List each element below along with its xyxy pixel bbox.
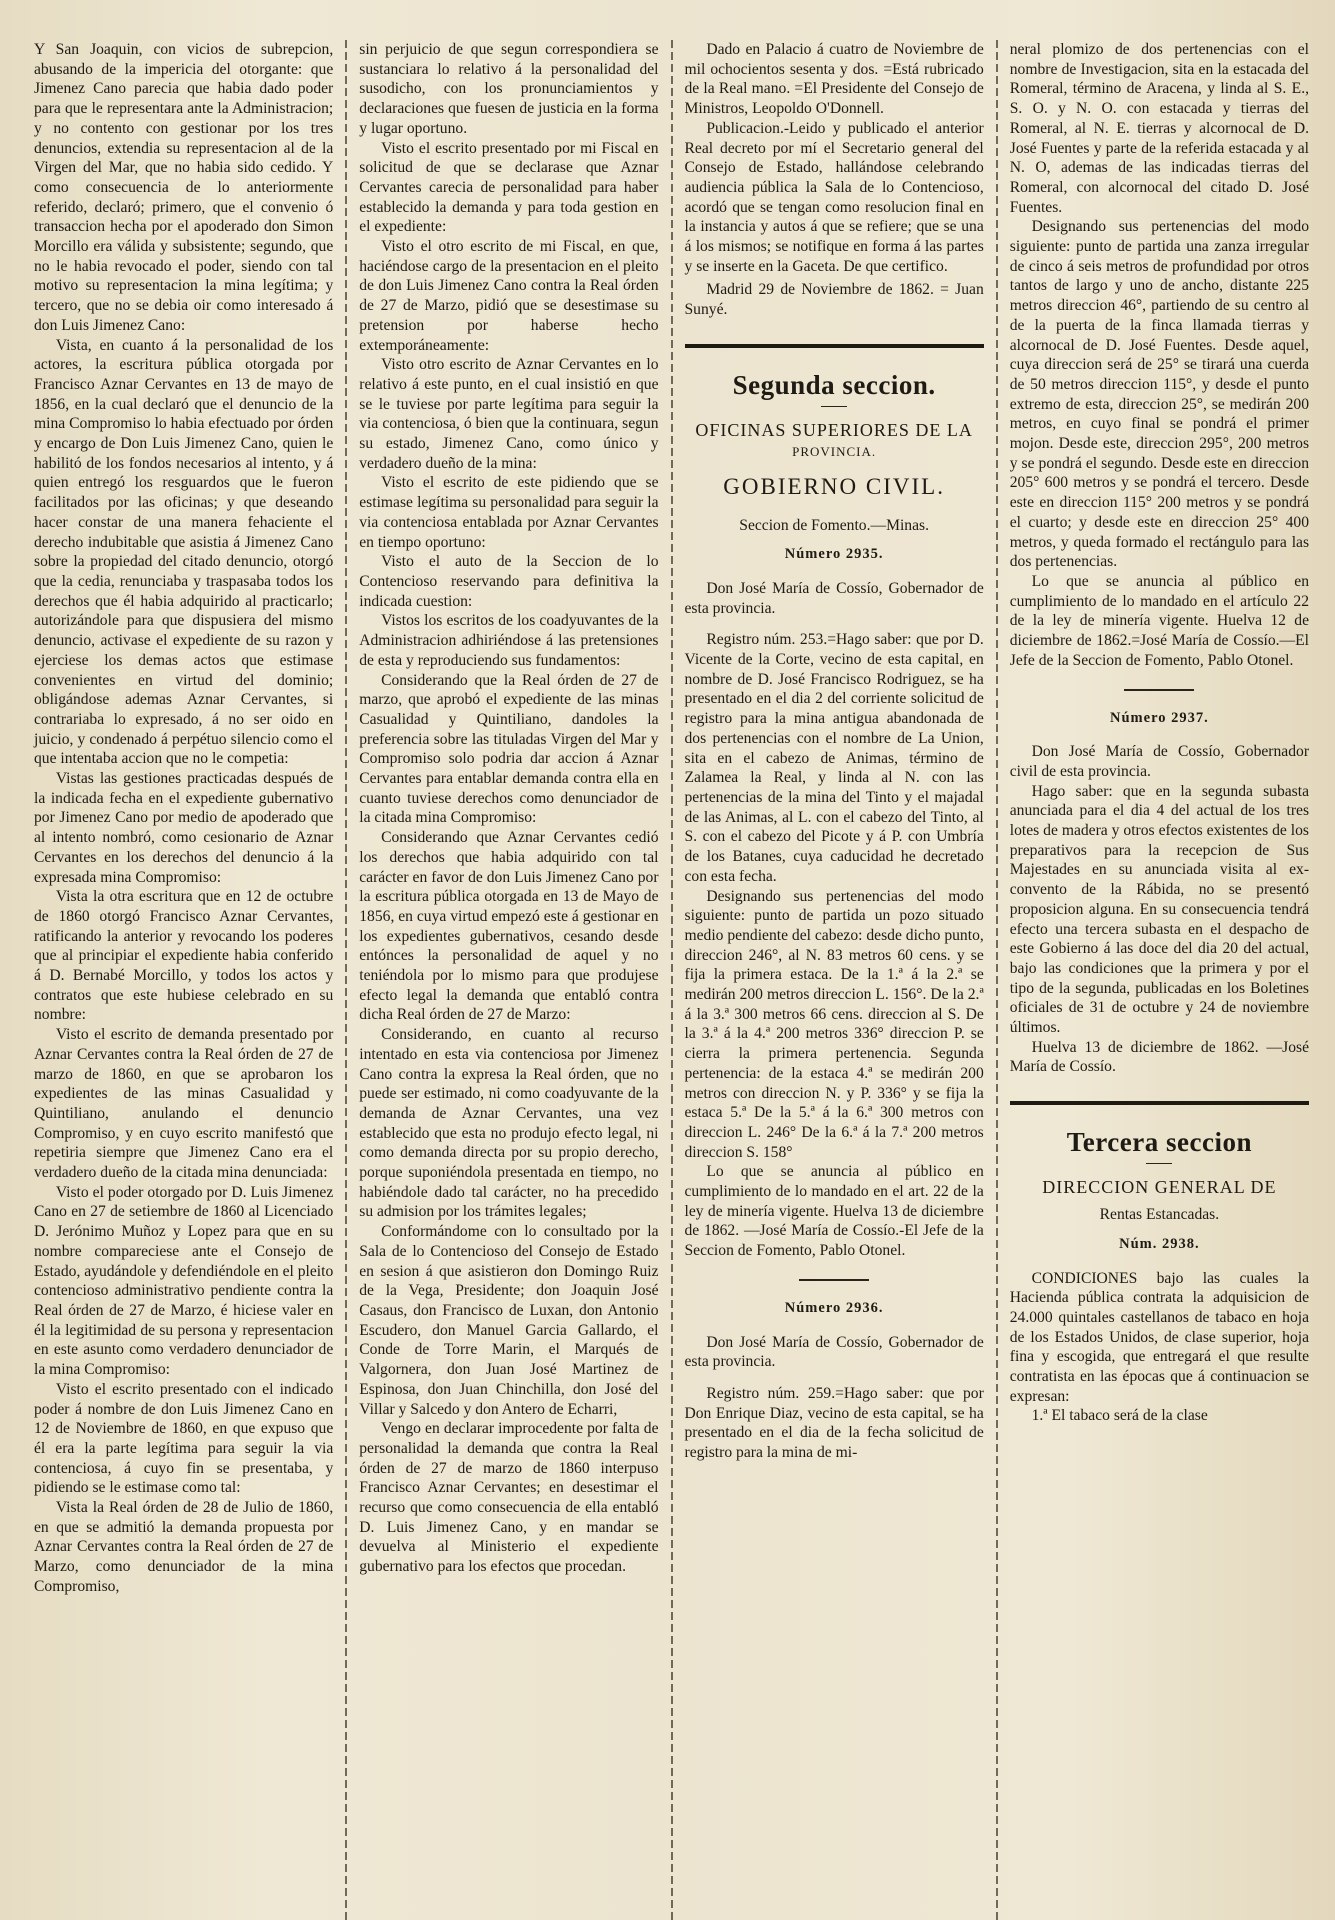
column-divider <box>671 40 673 1920</box>
paragraph: Visto el otro escrito de mi Fiscal, en que, haciéndose cargo de la presentacion en el pleito de don Luis Jimenez Cano contra la Real órden de 27 de Marzo, pidió que se desestimase su pretension por haberse hecho extemporáneamente: <box>359 238 659 354</box>
notice-number: Número 2936. <box>784 1299 884 1316</box>
office-subheading: PROVINCIA. <box>792 443 877 459</box>
paragraph: Vistas las gestiones practicadas después de la indicada fecha en el expediente gubernativo por Jimenez Cano por medio de apoderado que al intento nombró, como cesionario de Aznar Cervantes en los derechos del denuncio á la expresada mina Compromiso: <box>34 770 334 886</box>
publication-note: Publicacion.-Leido y publicado el anterior Real decreto por mí el Secretario general del Consejo de Estado, hallándose celebrando audiencia pública la Sala de lo Contencioso, acordó que se tengan como resolucion final en la instancia y autos á que se refiere; que se una á los mismos; se notifique en forma á las partes y se inserte en la Gaceta. De que certifico. <box>684 119 984 275</box>
notice-number: Núm. 2938. <box>1119 1235 1200 1252</box>
column-4 <box>1002 40 1317 1920</box>
column-divider <box>345 40 347 1920</box>
paragraph: Lo que se anuncia al público en cumplimiento de lo mandado en el art. 22 de la ley de minería vigente. Huelva 13 de diciembre de 1862. —José María de Cossío.-El Jefe de la Seccion de Fomento, Pablo Otonel. <box>684 1163 984 1260</box>
paragraph: Visto el poder otorgado por D. Luis Jimenez Cano en 27 de setiembre de 1860 al Licenciado D. Jerónimo Muñoz y Lopez para que en su nombre compareciese ante el Consejo de Estado, ayudándole y defendiéndole en el pleito contencioso administrativo pendiente contra la Real órden de 27 de Marzo, é hiciese valer en él la legitimidad de su persona y representacion en este asunto como verdadero denunciador de la mina Compromiso: <box>34 1183 334 1379</box>
paragraph: Registro núm. 253.=Hago saber: que por D. Vicente de la Corte, vecino de esta capital, en nombre de D. José Francisco Rodriguez, se ha presentado en el dia 2 del corriente solicitud de registro para la mina antigua abandonada de dos pertenencias con el nombre de La Union, sita en el cabezo de Animas, término de Zalamea la Real, y linda al N. con las pertenencias de la mina del Tinto y el majadal de las Animas, al L. con el cabezo del Tinto, al S. con el cabezo del Picote y á P. con Umbría de los Batanes, cuya caducidad he decretado con esta fecha. <box>684 631 984 885</box>
paragraph: Vista la Real órden de 28 de Julio de 1860, en que se admitió la demanda propuesta por Aznar Cervantes contra la Real órden de 27 de Marzo, como denunciador de la mina Compromiso, <box>34 1499 334 1595</box>
column-divider <box>996 40 998 1920</box>
title-dash <box>1146 1163 1172 1164</box>
paragraph: Considerando, en cuanto al recurso intentado en esta via contenciosa por Jimenez Cano contra la expresa la Real órden, que no puede ser estimado, ni como coadyuvante de la demanda de Aznar Cervantes, una vez establecido que esta no produjo efecto legal, ni como demanda directa por su propio derecho, porque suponiéndola presentada en tiempo, no habiéndole dado tal carácter, no ha precedido su admision por los trámites legales; <box>359 1026 659 1221</box>
notice-divider <box>1124 689 1194 691</box>
paragraph: 1.ª El tabaco será de la clase <box>1031 1407 1208 1425</box>
governor-line: Don José María de Cossío, Gobernador civil de esta provincia. <box>1009 743 1310 780</box>
paragraph: Visto el escrito presentado por mi Fiscal en solicitud de que se declarase que Aznar Cervantes carecia de personalidad para haber establecido la demanda y para toda gestion en el expediente: <box>359 139 659 236</box>
paragraph: Visto el escrito presentado con el indicado poder á nombre de don Luis Jimenez Cano en 12 de Noviembre de 1860, en que expuso que él era la parte legítima para seguir la via contenciosa, á cuyo fin se presentaba, y pidiendo se le estimase como tal: <box>34 1380 334 1497</box>
paragraph: Visto el escrito de demanda presentado por Aznar Cervantes contra la Real órden de 27 de marzo de 1860, en que se aprobaron los expedientes de las minas Casualidad y Quintiliano, anulando el denuncio Compromiso, y en cuyo escrito manifestó que repetiria siempre que Jimenez Cano era el verdadero dueño de la citada mina denunciada: <box>34 1026 334 1182</box>
paragraph: Visto el escrito de este pidiendo que se estimase legítima su personalidad para seguir la via contenciosa entablada por Aznar Cervantes en tiempo oportuno: <box>359 474 659 551</box>
paragraph: Vista la otra escritura que en 12 de octubre de 1860 otorgó Francisco Aznar Cervantes, ratificando la anterior y revocando los poderes que al principiar el expediente habia conferido á D. Bernabé Morcillo, y todos los actos y contratos que este hubiese celebrado en su nombre: <box>34 888 334 1024</box>
section-title: Segunda seccion. <box>732 369 936 400</box>
rentas-subheading: Rentas Estancadas. <box>1099 1206 1220 1224</box>
paragraph: Vistos los escritos de los coadyuvantes de la Administracion adhiriéndose á las pretensiones de esta y reproduciendo sus fundamentos: <box>359 612 659 669</box>
paragraph: Registro núm. 259.=Hago saber: que por Don Enrique Diaz, vecino de esta capital, se ha presentado en el dia de la fecha solicitud de registro para la mina de mi- <box>684 1384 984 1462</box>
paragraph: Conformándome con lo consultado por la Sala de lo Contencioso del Consejo de Estado en sesion á que asistieron don Domingo Ruiz de la Vega, Presidente; don Joaquin José Casaus, don Francisco de Luxan, don Antonio Escudero, don Manuel Garcia Gallardo, el Conde de Torre Marin, el Marqués de Valgornera, don Juan José Martinez de Espinosa, don Juan Chinchilla, don José del Villar y Salcedo y don Antero de Echarri, <box>359 1223 659 1418</box>
paragraph: Y San Joaquin, con vicios de subrepcion, abusando de la impericia del otorgante: que Jimenez Cano parecia que habia dado poder para que le representara ante la Administracion; y no contento con gestionar por los tres denuncios, extendia su representacion al de la Virgen del Mar, que no habia sido cedido. Y como consecuencia de lo anteriormente referido, declaró; primero, que el convenio ó transaccion hecha por el apoderado don Simon Morcillo era válida y subsistente; segundo, que no le habia revocado el poder, siendo con tal motivo su representacion la mina legítima; y tercero, que no se debia oir como interesado á don Luis Jimenez Cano: <box>34 41 334 334</box>
paragraph: Lo que se anuncia al público en cumplimiento de lo mandado en el artículo 22 de la ley de minería vigente. Huelva 12 de diciembre de 1862.=José María de Cossío.—El Jefe de la Seccion de Fomento, Pablo Otonel. <box>1009 572 1310 669</box>
governor-line: Don José María de Cossío, Gobernador de esta provincia. <box>684 1333 984 1371</box>
section-title: Tercera seccion <box>1066 1127 1252 1158</box>
notice-number: Número 2937. <box>1110 709 1209 726</box>
paragraph: Hago saber: que en la segunda subasta anunciada para el dia 4 del actual de los tres lotes de madera y otros efectos existentes de los preparativos para la recepcion de Sus Majestades en su anunciada visita al ex-convento de la Rábida, no se presentó proposicion alguna. En su consecuencia tendrá efecto una tercera subasta en el despacho de este Gobierno á las doce del dia 20 del actual, bajo las condiciones que la primera y por el tipo de la segunda, publicadas en los Boletines oficiales de 31 de octubre y 24 de noviembre últimos. <box>1009 782 1310 1037</box>
notice-divider <box>799 1279 869 1281</box>
paragraph: Visto el auto de la Seccion de lo Contencioso reservando para definitiva la indicada cuestion: <box>359 553 659 610</box>
paragraph: Designando sus pertenencias del modo siguiente: punto de partida una zanza irregular de cinco á seis metros de profundidad por otros tantos de largo y uno de ancho, distante 225 metros direccion 46°, partiendo de su centro al de la puerta de la finca llamada tierras y alcornocal de D. José Fuentes. Desde aquel, cuya direccion será de 25° se tirará una cuerda de 50 metros direccion 115°, y desde el punto extremo de esta, direccion 25°, se medirán 200 metros, en cuyo final se pondrá el primer mojon. Desde este, direccion 295°, 200 metros y se pondrá el segundo. Desde este en direccion 205° 600 metros y se pondrá el tercero. Desde este en direccion 115° 200 metros y se pondrá el cuarto; y desde este en direccion 25° 400 metros, y queda formado el rectángulo para las dos pertenencias. <box>1009 218 1310 571</box>
direccion-heading: DIRECCION GENERAL DE <box>1042 1177 1277 1198</box>
section-divider <box>1010 1101 1309 1105</box>
paragraph: CONDICIONES bajo las cuales la Hacienda pública contrata la adquisicion de 24.000 quintales castellanos de tabaco en hoja de los Estados Unidos, de clase superior, hoja fina y escogida, que entregará el que resulte contratista en las épocas que á continuacion se expresan: <box>1009 1269 1310 1405</box>
dateline: Madrid 29 de Noviembre de 1862. = Juan Sunyé. <box>684 281 984 319</box>
gobierno-heading: GOBIERNO CIVIL. <box>723 473 945 499</box>
paragraph: neral plomizo de dos pertenencias con el nombre de Investigacion, sita en la estacada del Romeral, término de Aracena, y linda al S. E., S. O. y N. O. con estacada y tierras del Romeral, al N. E. tierras y alcornocal de D. José Fuentes y parte de la referida estacada y al N. O, ademas de las indicadas tierras del Romeral, con alcornocal del citado D. José Fuentes. <box>1009 41 1310 216</box>
paragraph: Considerando que la Real órden de 27 de marzo, que aprobó el expediente de las minas Casualidad y Quintiliano, dandoles la preferencia sobre las tituladas Virgen del Mar y Compromiso solo podria dar accion á Aznar Cervantes para entablar demanda contra ella en cuanto tuviese derechos como denunciador de la citada mina Compromiso: <box>359 671 659 827</box>
fomento-subheading: Seccion de Fomento.—Minas. <box>739 516 929 534</box>
column-2 <box>351 40 666 1920</box>
columns <box>26 40 1317 1920</box>
paragraph: Considerando que Aznar Cervantes cedió los derechos que habia adquirido con tal carácter en favor de don Luis Jimenez Cano por la escritura pública otorgada en 13 de Mayo de 1856, en cuya virtud empezó este á gestionar en los expedientes gubernativos, cesando desde entónces la personalidad de aquel y no teniéndola por lo mismo para que produjese efecto legal la demanda que entabló contra dicha Real órden de 27 de Marzo: <box>359 829 659 1024</box>
paragraph: Designando sus pertenencias del modo siguiente: punto de partida un pozo situado medio pendiente del cabezo: desde dicho punto, direccion 246°, al N. 83 metros 60 cens. y se fija la primera estaca. De la 1.ª á la 2.ª se medirán 200 metros direccion L. 156°. De la 2.ª á la 3.ª 300 metros 66 cens. direccion al S. De la 3.ª á la 4.ª 200 metros 336° direccion P. se cierra la primera pertenencia. Segunda pertenencia: de la estaca 4.ª se medirán 200 metros con direccion N. y P. 336° y se fija la estaca 5.ª De la 5.ª á la 6.ª 300 metros con direccion L. 246° De la 6.ª á la 7.ª 200 metros direccion S. 158° <box>684 887 984 1161</box>
paragraph: Vista, en cuanto á la personalidad de los actores, la escritura pública otorgada por Francisco Aznar Cervantes en 13 de mayo de 1856, en la cual declaró que el denuncio de la mina Compromiso lo habia efectuado por órden y encargo de Don Luis Jimenez Cano, quien le habilitó de los fondos necesarios al intento, y á quien entregó los resguardos que le fueron facilitados por las oficinas; y que deseando hacer constar de una manera fehaciente el derecho indubitable que asistia á Jimenez Cano sobre la propiedad del citado denuncio, otorgó que la cedia, renunciaba y traspasaba todos los derechos que él habia adquirido al practicarlo; autorizándole para que dispusiera del mismo denuncio, activase el expediente de su razon y ejerciese los demas actos que estimase convenientes en virtud del dominio; obligándose ademas Aznar Cervantes, si contrariaba lo expresado, á no ser oido en juicio, y condenado á perpétuo silencio como el que intentaba accion que no le competia: <box>34 336 334 768</box>
title-dash <box>821 406 847 407</box>
paragraph: sin perjuicio de que segun correspondiera se sustanciara lo relativo á la personalidad del susodicho, con los pronunciamientos y declaraciones que fuesen de justicia en la forma y lugar oportuno. <box>359 41 659 137</box>
column-1 <box>26 40 341 1920</box>
section-divider <box>685 344 984 348</box>
column-3 <box>677 40 992 1920</box>
notice-number: Número 2935. <box>784 546 884 563</box>
paragraph: Huelva 13 de diciembre de 1862. —José María de Cossío. <box>1009 1038 1310 1076</box>
paragraph: Vengo en declarar improcedente por falta de personalidad la demanda que contra la Real órden de 27 de marzo de 1860 interpuso Francisco Aznar Cervantes; en desestimar el recurso que como consecuencia de ella entabló D. Luis Jimenez Cano, y en mandar se devuelva al Ministerio el expediente gubernativo para los efectos que procedan. <box>359 1420 659 1576</box>
governor-line: Don José María de Cossío, Gobernador de esta provincia. <box>684 579 984 617</box>
paragraph: Visto otro escrito de Aznar Cervantes en lo relativo á este punto, en el cual insistió en que se le tuviese por parte legítima para seguir la via contenciosa, ó bien que la continuara, segun su estado, Jimenez Cano, como único y verdadero dueño de la mina: <box>359 356 659 472</box>
office-heading: OFICINAS SUPERIORES DE LA <box>695 419 973 440</box>
decree-date: Dado en Palacio á cuatro de Noviembre de mil ochocientos sesenta y dos. =Está rubricado de la Real mano. =El Presidente del Consejo de Ministros, Leopoldo O'Donnell. <box>684 41 984 118</box>
